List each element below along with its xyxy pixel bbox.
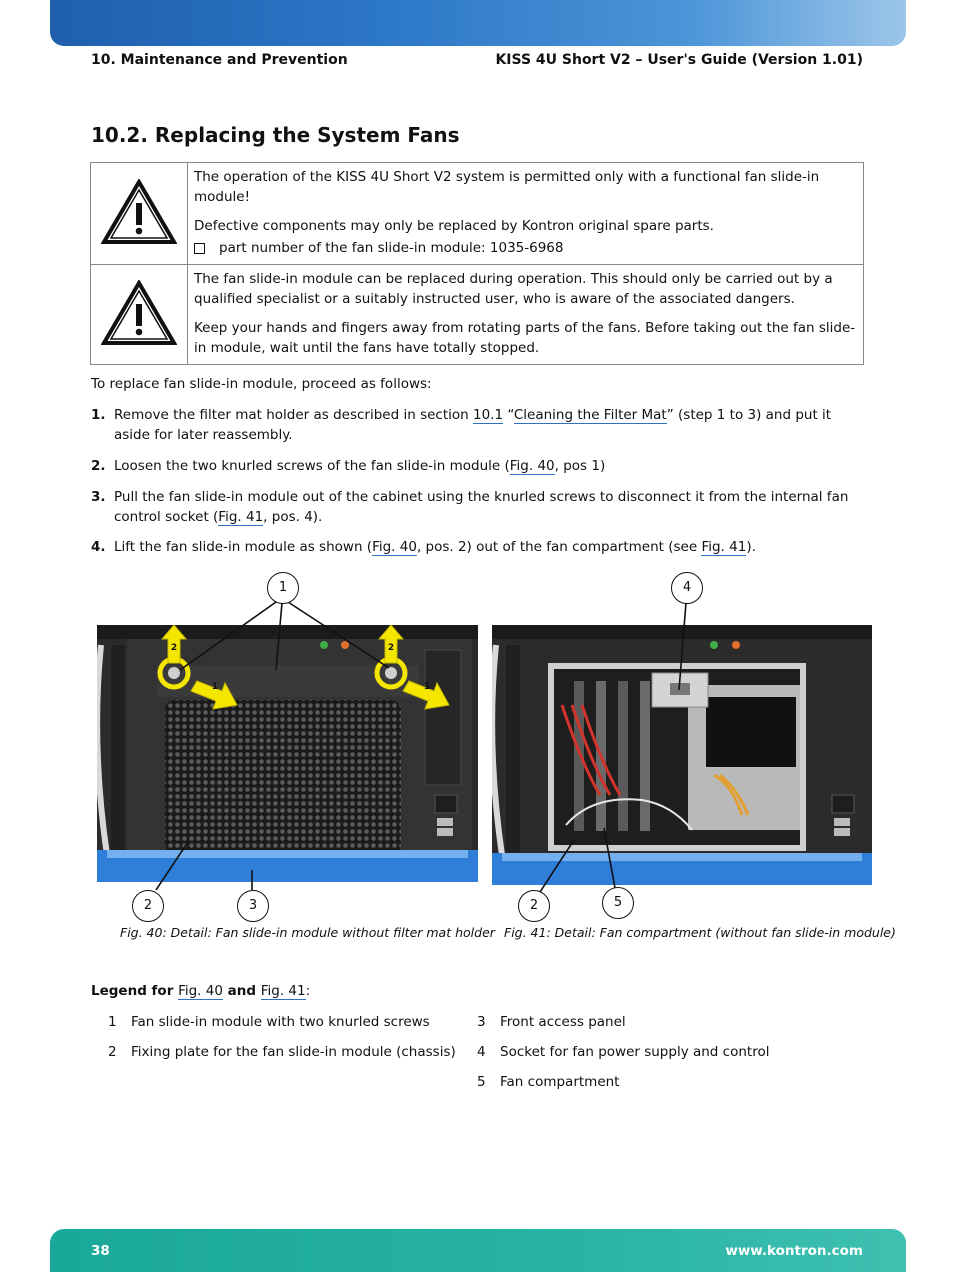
footer-band — [50, 1229, 906, 1272]
legend-title-text: Legend for — [91, 983, 179, 999]
figure-link[interactable]: Fig. 41 — [260, 983, 306, 999]
legend-item — [108, 1012, 430, 1032]
legend-text: Fan compartment — [500, 1074, 620, 1090]
step-text-part: ” (step 1 to 3) and put it aside for later reassembly. — [114, 407, 832, 443]
legend-number: 3 — [477, 1014, 486, 1030]
step-text-part: Remove the filter mat holder as described in section — [114, 407, 473, 423]
step-number: 4. — [91, 539, 106, 555]
figure-link[interactable]: Fig. 41 — [218, 509, 264, 525]
figure-link[interactable]: Fig. 40 — [178, 983, 223, 999]
arrow-label: 1 — [211, 682, 219, 692]
figure-40-caption: Fig. 40: Detail: Fan slide-in module without filter mat holder — [120, 925, 495, 940]
step-text-part: Pull the fan slide-in module out of the cabinet using the knurled screws to disconnect it from the internal fan control socket ( — [114, 489, 849, 525]
legend-number: 4 — [477, 1044, 486, 1060]
callout-2-fig41: 2 — [518, 890, 550, 922]
section-title-link[interactable]: Cleaning the Filter Mat — [513, 407, 667, 423]
legend-title — [91, 983, 310, 999]
legend-number: 2 — [108, 1044, 117, 1060]
callout-1: 1 — [267, 572, 299, 604]
legend-title-text: and — [222, 983, 261, 999]
legend-item — [477, 1012, 626, 1032]
legend-item — [108, 1042, 456, 1062]
step-text-part: , pos. 2) out of the fan compartment (see — [416, 539, 702, 555]
step-number: 2. — [91, 458, 106, 474]
step-text-part: Loosen the two knurled screws of the fan slide-in module ( — [114, 458, 510, 474]
figure-link[interactable]: Fig. 40 — [372, 539, 417, 555]
step-number: 3. — [91, 489, 106, 505]
legend-text: Socket for fan power supply and control — [500, 1044, 770, 1060]
footer-url-link[interactable]: www.kontron.com — [725, 1243, 863, 1259]
page-number: 38 — [91, 1243, 110, 1259]
step-text-part: , pos 1) — [554, 458, 606, 474]
arrow-label: 2 — [387, 643, 395, 653]
arrow-label: 2 — [170, 643, 178, 653]
legend-number: 1 — [108, 1014, 117, 1030]
legend-item — [477, 1072, 619, 1092]
legend-text: Fixing plate for the fan slide-in module (chassis) — [131, 1044, 456, 1060]
chapter-title: 10. Maintenance and Prevention — [91, 52, 348, 68]
step-text-part: ). — [746, 539, 756, 555]
warning-paragraph: Keep your hands and fingers away from rotating parts of the fans. Before taking out the fan slide-in module, wait until the fans have totally stopped. — [194, 320, 856, 356]
step-text-part: , pos. 4). — [263, 509, 323, 525]
section-title: 10.2. Replacing the System Fans — [91, 123, 460, 147]
callout-4: 4 — [671, 572, 703, 604]
legend-item — [477, 1042, 769, 1062]
warning-paragraph: The fan slide-in module can be replaced during operation. This should only be carried out by a qualified specialist or a suitably instructed user, who is aware of the associated dangers. — [194, 271, 833, 307]
section-link[interactable]: 10.1 — [472, 407, 504, 423]
legend-title-text: : — [305, 983, 311, 999]
legend-text: Front access panel — [500, 1014, 626, 1030]
legend-number: 5 — [477, 1074, 486, 1090]
figure-41-caption: Fig. 41: Detail: Fan compartment (without fan slide-in module) — [504, 925, 896, 940]
step-number: 1. — [91, 407, 106, 423]
legend-text: Fan slide-in module with two knurled screws — [131, 1014, 430, 1030]
figure-link[interactable]: Fig. 41 — [701, 539, 747, 555]
document-title: KISS 4U Short V2 – User's Guide (Version 1.01) — [495, 52, 863, 68]
step-text-part: Lift the fan slide-in module as shown ( — [114, 539, 373, 555]
callout-3: 3 — [237, 890, 269, 922]
callout-5: 5 — [602, 887, 634, 919]
arrow-label: 1 — [423, 682, 431, 692]
warning-paragraph: Defective components may only be replaced by Kontron original spare parts. — [194, 218, 714, 234]
step-text-part: “ — [503, 407, 514, 423]
callout-2: 2 — [132, 890, 164, 922]
warning-paragraph: The operation of the KISS 4U Short V2 system is permitted only with a functional fan slide-in module! — [194, 169, 820, 205]
part-number-text: part number of the fan slide-in module: 1035-6968 — [219, 240, 564, 256]
intro-text: To replace fan slide-in module, proceed as follows: — [91, 376, 432, 392]
figure-link[interactable]: Fig. 40 — [509, 458, 555, 474]
